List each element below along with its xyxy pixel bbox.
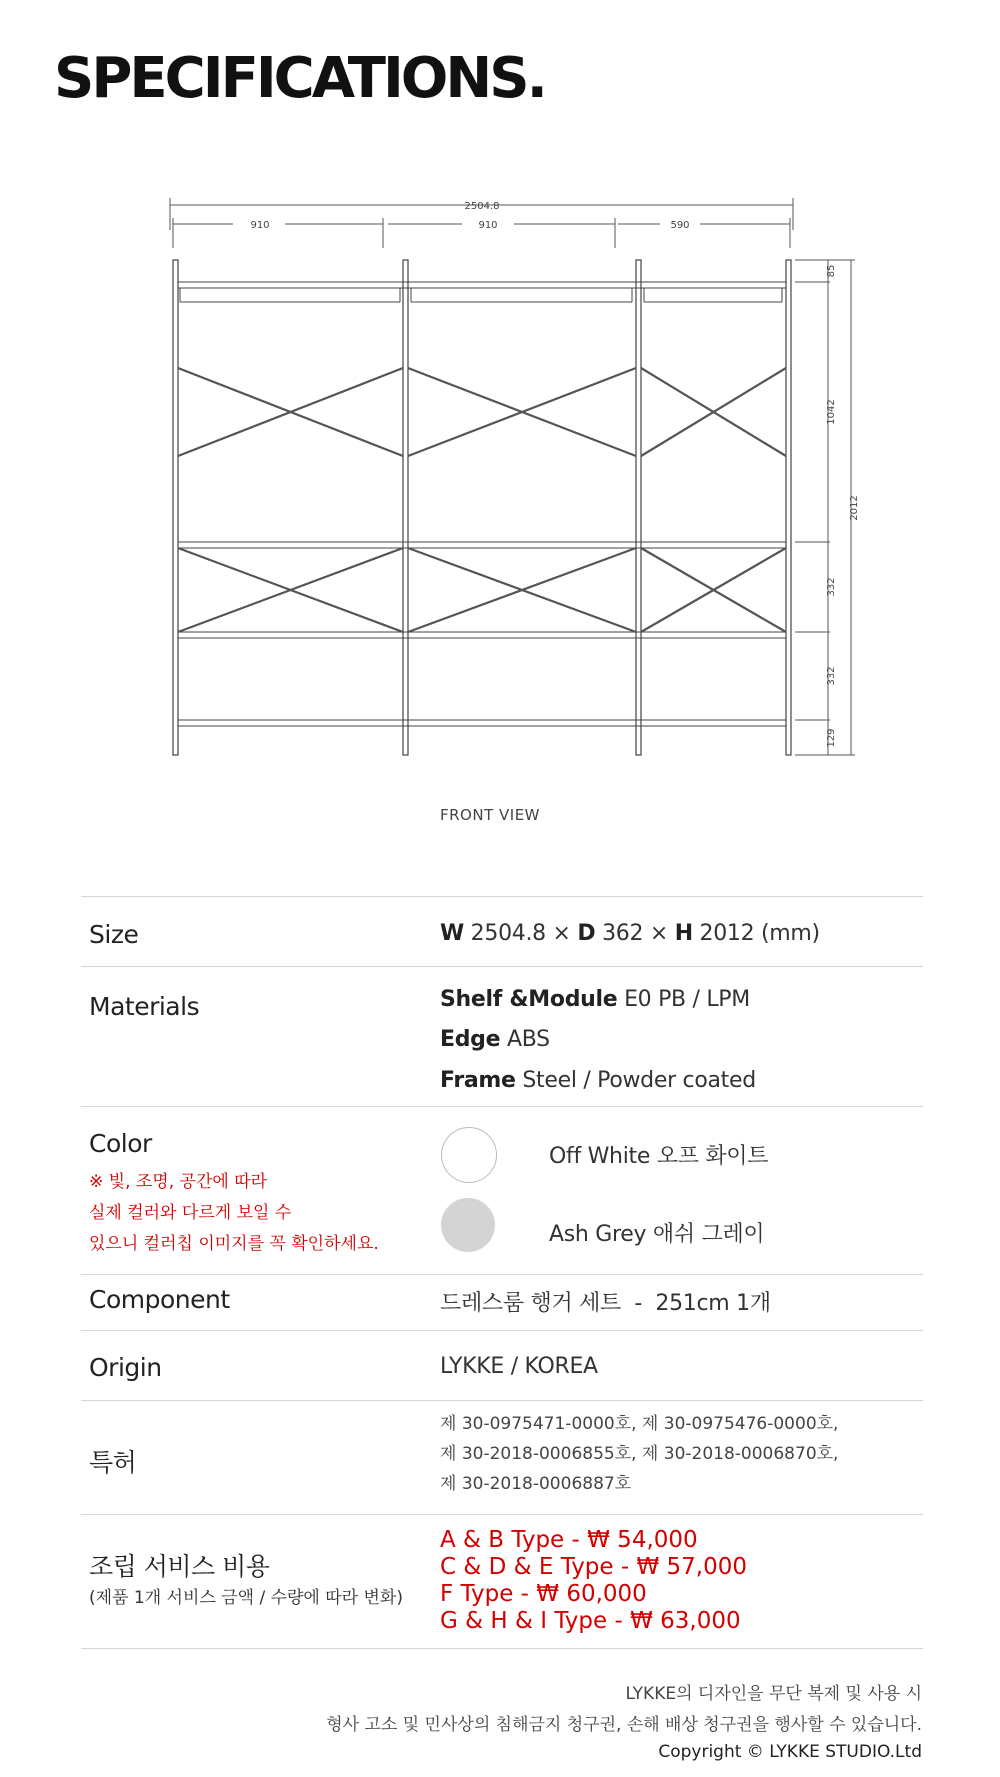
cross-braces — [178, 368, 786, 632]
dim-h-2012: 2012 — [849, 495, 860, 521]
spec-row-patent — [81, 1400, 923, 1515]
dim-module-2-label: 910 — [478, 220, 498, 231]
front-view-label: FRONT VIEW — [440, 806, 541, 824]
price-ghi: G & H & I Type - ₩ 63,000 — [440, 1608, 741, 1634]
price-cde: C & D & E Type - ₩ 57,000 — [440, 1554, 748, 1580]
post-3 — [636, 260, 641, 755]
size-value: W 2504.8 × D 362 × H 2012 (mm) — [440, 921, 820, 946]
patent-label: 특허 — [89, 1448, 137, 1477]
post-2 — [403, 260, 408, 755]
color-swatch-ash-grey[interactable] — [441, 1198, 495, 1252]
spec-row-size — [81, 896, 923, 967]
dim-module-3-label: 590 — [670, 220, 690, 231]
page-title: SPECIFICATIONS. — [54, 46, 545, 111]
spec-row-materials — [81, 966, 923, 1107]
materials-frame: Frame Steel / Powder coated — [440, 1068, 756, 1093]
component-value: 드레스룸 행거 세트 - 251cm 1개 — [440, 1291, 771, 1316]
color-label: Color — [89, 1129, 152, 1158]
color-option-off-white: Off White 오프 화이트 — [549, 1144, 769, 1169]
assembly-price-list — [440, 1527, 747, 1635]
materials-shelf: Shelf &Module E0 PB / LPM — [440, 987, 750, 1012]
dim-h-85: 85 — [826, 264, 837, 278]
shelf-bottom — [178, 720, 786, 726]
color-note: ※ 빛, 조명, 공간에 따라 실제 컬러와 다르게 보일 수 있으니 컬러칩 이미지를 꼭 확인하세요. — [89, 1172, 379, 1254]
footer-line-2: 형사 고소 및 민사상의 침해금지 청구권, 손해 배상 청구권을 행사할 수 있습니다. — [326, 1715, 922, 1735]
shelf-middle — [178, 542, 786, 548]
spec-row-assembly — [81, 1514, 923, 1649]
component-label: Component — [89, 1285, 230, 1314]
price-ab: A & B Type - ₩ 54,000 — [440, 1527, 698, 1553]
spec-row-origin — [81, 1330, 923, 1401]
color-option-ash-grey: Ash Grey 애쉬 그레이 — [549, 1222, 765, 1247]
dim-h-1042: 1042 — [826, 399, 837, 425]
post-1 — [173, 260, 178, 755]
origin-value: LYKKE / KOREA — [440, 1354, 598, 1379]
dim-total-label: 2504.8 — [464, 201, 500, 212]
patent-list: 제 30-0975471-0000호, 제 30-0975476-0000호, 제 30-2018-0006855호, 제 30-2018-0006870호, 제 30-2018-0006887호 — [440, 1414, 839, 1494]
assembly-label: 조립 서비스 비용 — [89, 1552, 270, 1581]
shelf-lower — [178, 632, 786, 638]
footer-copyright: Copyright © LYKKE STUDIO.Ltd — [658, 1742, 922, 1762]
dim-h-332b: 332 — [826, 666, 837, 686]
spec-row-color — [81, 1106, 923, 1275]
dim-h-332a: 332 — [826, 577, 837, 597]
dim-h-129: 129 — [826, 728, 837, 748]
size-label: Size — [89, 920, 139, 949]
dim-module-1-label: 910 — [250, 220, 270, 231]
materials-label: Materials — [89, 992, 200, 1021]
origin-label: Origin — [89, 1353, 162, 1382]
materials-edge: Edge ABS — [440, 1027, 550, 1052]
post-4 — [786, 260, 791, 755]
color-swatch-off-white[interactable] — [441, 1127, 497, 1183]
footer-line-1: LYKKE의 디자인을 무단 복제 및 사용 시 — [625, 1684, 922, 1704]
assembly-sub: (제품 1개 서비스 금액 / 수량에 따라 변화) — [89, 1588, 403, 1608]
price-f: F Type - ₩ 60,000 — [440, 1581, 647, 1607]
spec-row-component — [81, 1274, 923, 1331]
front-view-drawing — [150, 190, 870, 790]
